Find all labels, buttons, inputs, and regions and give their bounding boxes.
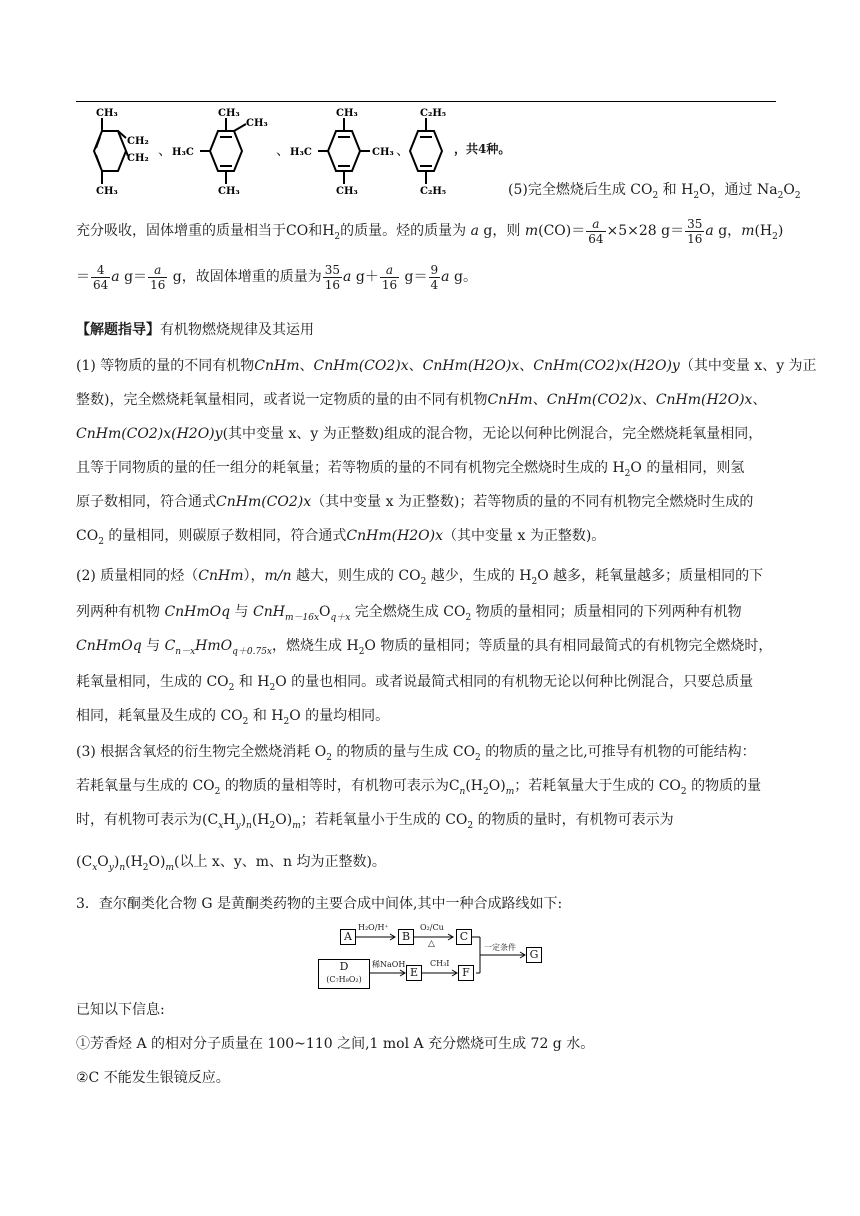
- compound-f: F: [458, 965, 474, 981]
- guide-p1-l2: 整数)，完全燃烧耗氧量相同，或者说一定物质的量的由不同有机物CnHm、CnHm(CO2)x、CnHm(H2O)x、: [76, 392, 767, 408]
- guide-p1-l5: 原子数相同，符合通式CnHm(CO2)x（其中变量 x 为正整数)；若等物质的量的不同有机物完全燃烧时生成的: [76, 494, 754, 510]
- guide-p2-l4: 耗氧量相同，生成的 $CO_2$ 和 $H_2O$ 的量也相同。或者说最简式相同的有机物无论以何种比例混合，只要总质量: [76, 674, 754, 693]
- answer-5-line2: 充分吸收，固体增重的质量相当于CO和$H_2$的质量。烃的质量为 a g，则 m(CO)＝ $\frac{a}{64}$ ×5×28 g＝ $\frac{35}{16}$ a g，$m(H_2)$: [76, 216, 784, 246]
- svg-text:CH₃: CH₃: [336, 186, 358, 196]
- known-item-1: ①芳香烃 A 的相对分子质量在 100~110 之间,1 mol A 充分燃烧可生成 72 g 水。: [76, 1036, 595, 1052]
- answer-5-line1: (5)完全燃烧后生成 $CO_2$ 和 $H_2O$，通过 $Na_2O_2$: [508, 182, 801, 201]
- synthesis-scheme: [318, 922, 550, 990]
- svg-text:CH₃: CH₃: [246, 118, 268, 129]
- compound-c: C: [456, 929, 472, 945]
- struct-label: CH₃: [96, 108, 118, 119]
- structure-2: [170, 106, 280, 196]
- guide-p1-l4: 且等于同物质的量的任一组分的耗氧量；若等物质的量的不同有机物完全燃烧时生成的 $H_2O$ 的量相同，则氢: [76, 460, 745, 479]
- svg-text:H₃C: H₃C: [172, 147, 194, 158]
- guide-p2-l1: (2) 质量相同的烃（CnHm），m/n 越大，则生成的 $CO_2$ 越少，生成的 $H_2O$ 越多，耗氧量越多；质量相同的下: [76, 568, 764, 587]
- header-rule: [76, 101, 776, 102]
- svg-text:CH₂: CH₂: [127, 136, 149, 147]
- compound-e: E: [406, 965, 422, 981]
- guide-p3-l1: (3) 根据含氧烃的衍生物完全燃烧消耗 $O_2$ 的物质的量与生成 $CO_2$ 的物质的量之比,可推导有机物的可能结构：: [76, 744, 756, 763]
- compound-b: B: [398, 929, 414, 945]
- guide-heading: 【解题指导】有机物燃烧规律及其运用: [76, 322, 314, 338]
- reagent-1: H₂O/H⁺: [358, 923, 389, 932]
- reagent-2: O₂/Cu: [420, 923, 444, 932]
- guide-p1-l1: (1) 等物质的量的不同有机物CnHm、CnHm(CO2)x、CnHm(H2O)x、CnHm(CO2)x(H2O)y（其中变量 x、y 为正: [76, 358, 817, 374]
- svg-text:CH₃: CH₃: [96, 186, 118, 196]
- guide-p1-l3: CnHm(CO2)x(H2O)y(其中变量 x、y 为正整数)组成的混合物，无论以何种比例混合，完全燃烧耗氧量相同，: [76, 426, 763, 442]
- svg-text:CH₃: CH₃: [218, 186, 240, 196]
- guide-p2-l5: 相同，耗氧量及生成的 $CO_2$ 和 $H_2O$ 的量均相同。: [76, 708, 390, 727]
- guide-p1-l6: $CO_2$ 的量相同，则碳原子数相同，符合通式CnHm(H2O)x（其中变量 x 为正整数)。: [76, 528, 606, 547]
- compound-g: G: [526, 947, 542, 963]
- svg-text:CH₂: CH₂: [127, 153, 149, 164]
- svg-text:CH₃: CH₃: [372, 147, 394, 158]
- structure-4: [404, 106, 456, 196]
- structure-3: [288, 106, 400, 196]
- svg-text:C₂H₅: C₂H₅: [420, 186, 447, 196]
- svg-text:CH₃: CH₃: [336, 108, 358, 119]
- known-title: 已知以下信息:: [76, 1002, 165, 1018]
- structure-1: [84, 106, 154, 196]
- compound-d: D (C₇H₈O₂): [318, 959, 370, 989]
- reagent-3: 稀NaOH: [372, 960, 406, 969]
- reagent-4: CH₃I: [430, 959, 450, 968]
- svg-text:C₂H₅: C₂H₅: [420, 108, 447, 119]
- question-3: 3．查尔酮类化合物 G 是黄酮类药物的主要合成中间体,其中一种合成路线如下:: [76, 896, 563, 912]
- reagent-5: 一定条件: [484, 943, 516, 952]
- svg-text:H₃C: H₃C: [290, 147, 312, 158]
- isomer-count: ，共4种。: [454, 142, 511, 156]
- svg-text:CH₃: CH₃: [218, 108, 240, 119]
- known-item-2: ②C 不能发生银镜反应。: [76, 1070, 230, 1086]
- guide-p3-l3: 时，有机物可表示为$(C_xH_y)_n(H_2O)_m$；若耗氧量小于生成的 $CO_2$ 的物质的量时，有机物可表示为: [76, 812, 674, 831]
- separator: 、: [158, 143, 172, 159]
- compound-a: A: [340, 929, 356, 945]
- guide-p3-l2: 若耗氧量与生成的 $CO_2$ 的物质的量相等时，有机物可表示为$C_n(H_2O)_m$；若耗氧量大于生成的 $CO_2$ 的物质的量: [76, 778, 762, 797]
- reagent-2-heat: △: [428, 939, 435, 949]
- answer-5-line3: ＝ $\frac{4}{64}$ a g＝ $\frac{a}{16}$ g，故固体增重的质量为 $\frac{35}{16}$ a g＋ $\frac{a}{16}$ g＝ $\frac{9}{4}$ a g。: [76, 262, 477, 292]
- guide-p2-l2: 列两种有机物 CnHmOq 与 $CnH_{m-16x}O_{q+x}$ 完全燃烧生成 $CO_2$ 物质的量相同；质量相同的下列两种有机物: [76, 604, 742, 623]
- guide-p2-l3: CnHmOq 与 $C_{n-x}HmO_{q+0.75x}$，燃烧生成 $H_2O$ 物质的量相同；等质量的具有相同最简式的有机物完全燃烧时，: [76, 638, 773, 657]
- guide-p3-l4: $(C_xO_y)_n(H_2O)_m$(以上 x、y、m、n 均为正整数)。: [76, 854, 386, 873]
